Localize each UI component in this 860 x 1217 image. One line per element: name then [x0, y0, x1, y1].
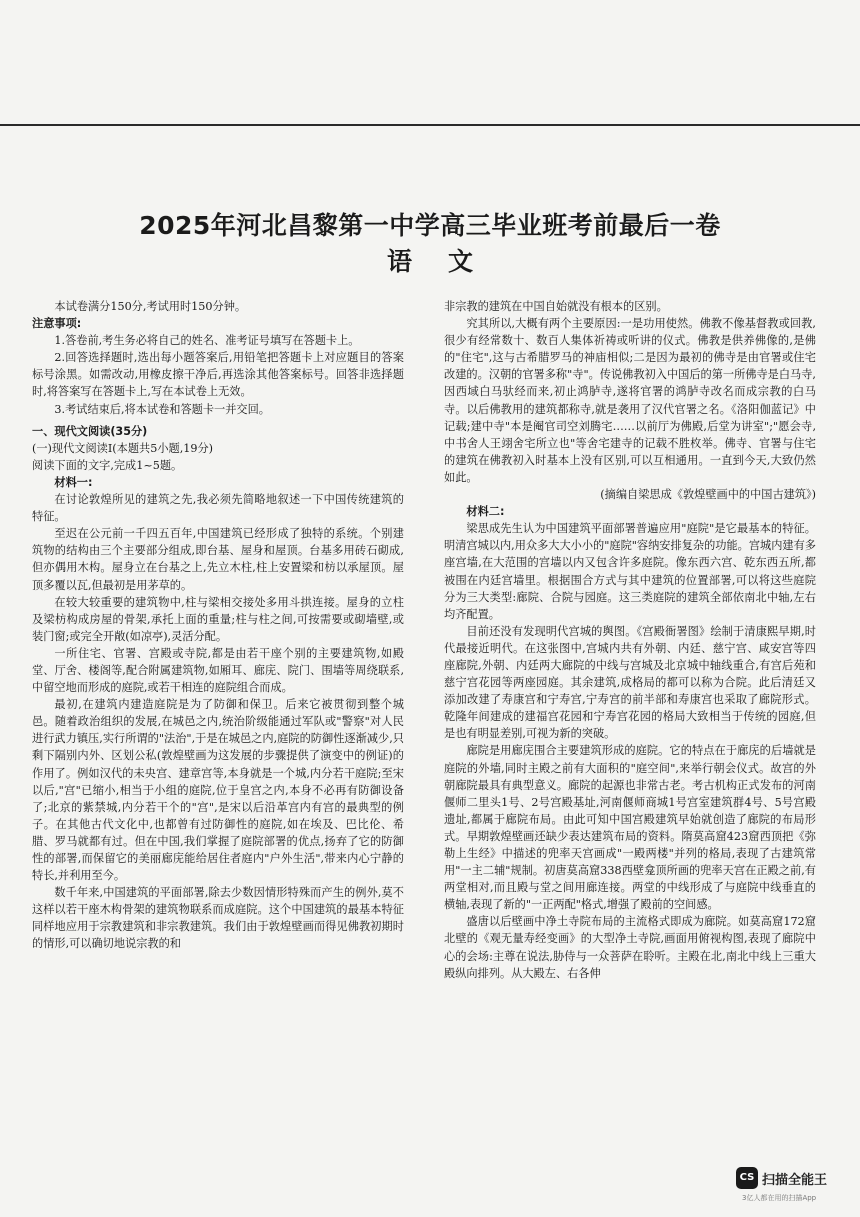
right-paragraph: 廊院是用廊庑围合主要建筑形成的庭院。它的特点在于廊庑的后墙就是庭院的外墙,同时主殿之前有大面积的"庭空间",来举行朝会仪式。故宫的外朝廊院最具有典型意义。廊院的起源也非常古老。考古机构正式发布的河南偃师二里头1号、2号宫殿基址,河南偃师商城1号宫室建筑群4号、5号宫殿遗址,都属于廊院布局。由此可知中国宫殿建筑早始就创造了廊院的布局形式。早期敦煌壁画还缺少表达建筑布局的资料。隋莫高窟423窟西顶把《弥勒上生经》中描述的兜率天宫画成"一殿两楼"并列的格局,表现了古建筑常用"一主二辅"规制。初唐莫高窟338西壁龛顶所画的兜率天宫在正殿之前,有两堂相对,而且殿与堂之间用廊连接。两堂的中线形成了与庭院中线垂直的横轴,表现了新的"一正两配"格式,增强了殿前的空间感。	[444, 744, 816, 912]
header-rule	[0, 124, 860, 126]
left-paragraph: 阅读下面的文字,完成1~5题。	[32, 458, 183, 472]
left-paragraph: 2.回答选择题时,选出每小题答案后,用铅笔把答题卡上对应题目的答案标号涂黑。如需改动,用橡皮擦干净后,再选涂其他答案标号。回答非选择题时,将答案写在答题卡上,写在本试卷上无效。	[32, 351, 404, 399]
left-paragraph: (一)现代文阅读Ⅰ(本题共5小题,19分)	[32, 441, 214, 455]
right-paragraph: 材料二:	[466, 505, 505, 519]
left-paragraph: 数千年来,中国建筑的平面部署,除去少数因情形特殊而产生的例外,莫不这样以若干座木构骨架的建筑物联系而成庭院。这个中国建筑的最基本特征同样地应用于宗教建筑和非宗教建筑。我们由于敦煌壁画而得见佛教初期时的情形,可以确切地说宗教的和	[32, 886, 404, 951]
left-paragraph: 注意事项:	[32, 317, 82, 331]
left-paragraph: 一所住宅、官署、宫殿或寺院,都是由若干座个别的主要建筑物,如殿堂、厅舍、楼阁等,配合附属建筑物,如厢耳、廊庑、院门、围墙等周绕联系,中留空地而形成的庭院,或若干相连的庭院组合而成。	[32, 646, 404, 695]
left-column	[32, 298, 404, 953]
exam-subject: 语文	[386, 247, 509, 276]
exam-title: 2025年河北昌黎第一中学高三毕业班考前最后一卷	[139, 211, 721, 240]
left-paragraph: 一、现代文阅读(35分)	[32, 424, 148, 438]
right-paragraph: 梁思成先生认为中国建筑平面部署普遍应用"庭院"是它最基本的特征。明清宫城以内,用众多大大小小的"庭院"容纳安排复杂的功能。宫城内建有多座宫墙,在大范围的宫墙以内又包含许多庭院。像东西六宫、乾东西五所,都被围在内廷宫墙里。根据围合方式与其中建筑的位置部署,可以将这些庭院分为三大类型:廊院、合院与园庭。这三类庭院的建筑全部依南北中轴,左右均齐配置。	[444, 522, 816, 621]
watermark-name: 扫描全能王	[762, 1173, 828, 1188]
left-paragraph: 材料一:	[54, 475, 93, 489]
left-paragraph: 至迟在公元前一千四五百年,中国建筑已经形成了独特的系统。个别建筑物的结构由三个主要部分组成,即台基、屋身和屋顶。台基多用砖石砌成,但亦偶用木构。屋身立在台基之上,先立木柱,柱上安置梁和枋以承屋顶。屋顶多覆以瓦,但最初是用茅草的。	[32, 527, 404, 592]
left-paragraph: 最初,在建筑内建造庭院是为了防御和保卫。后来它被贯彻到整个城邑。随着政治组织的发展,在城邑之内,统治阶级能通过军队或"警察"对人民进行武力镇压,实行所谓的"法治",于是在城邑之内,庭院的防御性逐渐减少,只剩下隔别内外、区划公私(敦煌壁画为这发展的步骤提供了演变中的例证)的作用了。例如汉代的未央宫、建章宫等,本身就是一个城,内分若干庭院;至宋以后,"宫"已缩小,相当于小组的庭院,位于皇宫之内,本身不必再有防御设备了;北京的紫禁城,内分若干个的"宫",是宋以后沿革宫内有宫的最典型的例子。在其他古代文化中,也都曾有过防御性的庭院,如在埃及、巴比伦、希腊、罗马就都有过。但在中国,我们掌握了庭院部署的优点,扬弃了它的防御性的部署,而保留它的美丽廊庑能给居住者庭内"户外生活",带来内心宁静的特长,并利用至今。	[32, 698, 404, 883]
left-paragraph: 1.答卷前,考生务必将自己的姓名、准考证号填写在答题卡上。	[54, 334, 360, 348]
camscanner-logo-icon: CS	[736, 1167, 758, 1189]
left-paragraph: 3.考试结束后,将本试卷和答题卡一并交回。	[54, 402, 270, 416]
left-paragraph: 本试卷满分150分,考试用时150分钟。	[54, 300, 247, 313]
watermark-subtitle: 3亿人都在用的扫描App	[742, 1194, 817, 1202]
left-paragraph: 在较大较重要的建筑物中,柱与梁相交接处多用斗拱连接。屋身的立柱及梁枋构成房屋的骨架,承托上面的重量;柱与柱之间,可按需要或砌墙壁,或装门窗;或完全开敞(如凉亭),灵活分配。	[32, 595, 404, 643]
right-paragraph: 盛唐以后壁画中净土寺院布局的主流格式即成为廊院。如莫高窟172窟北壁的《观无量寿经变画》的大型净土寺院,画面用俯视构图,表现了廊院中心的会场:主尊在说法,胁侍与一众菩萨在聆听。主殿在北,南北中线上三重大殿纵向排列。从大殿左、右各伸	[444, 915, 816, 980]
right-column	[444, 298, 816, 982]
left-paragraph: 在讨论敦煌所见的建筑之先,我必须先简略地叙述一下中国传统建筑的特征。	[32, 493, 404, 524]
right-paragraph: 目前还没有发现明代宫城的舆图。《宫殿衙署图》绘制于清康熙早期,时代最接近明代。在这张图中,宫城内共有外朝、内廷、慈宁宫、咸安宫等四座廊院,外朝、内廷两大廊院的中线与宫城及北京城中轴线重合,有宫后苑和慈宁宫花园等两座园庭。其余建筑,成格局的都可以称为合院。此后清廷又添加改建了寿康宫和宁寿宫,宁寿宫的前半部和寿康宫也采取了廊院形式。乾隆年间建成的建福宫花园和宁寿宫花园的格局大致相当于传统的园庭,但是也有明显差别,可视为新的突破。	[444, 624, 816, 741]
right-paragraph: 非宗教的建筑在中国自始就没有根本的区别。	[444, 300, 668, 313]
scanner-watermark	[736, 1167, 846, 1201]
right-paragraph: (摘编自梁思成《敦煌壁画中的中国古建筑》)	[600, 488, 816, 502]
right-paragraph: 究其所以,大概有两个主要原因:一是功用使然。佛教不像基督教或回教,很少有经常数十、数百人集体祈祷或听讲的仪式。佛教是供养佛像的,是佛的"住宅",这与古希腊罗马的神庙相似;二是因为最初的佛寺是由官署或住宅改建的。汉朝的官署多称"寺"。传说佛教初入中国后的第一所佛寺是白马寺,因西域白马驮经而来,初止鸿胪寺,遂将官署的鸿胪寺改名而成宗教的白马寺。以后佛教用的建筑都称寺,就是袭用了汉代官署之名。《洛阳伽蓝记》中记载;建中寺"本是阉官司空刘腾宅……以前厅为佛殿,后堂为讲室";"愿会寺,中书舍人王翊舍宅所立也"等舍宅建寺的记载不胜枚举。佛寺、官署与住宅的建筑在佛教初入时基本上没有区别,可以互相通用。一直到今天,大致仍然如此。	[444, 317, 816, 484]
